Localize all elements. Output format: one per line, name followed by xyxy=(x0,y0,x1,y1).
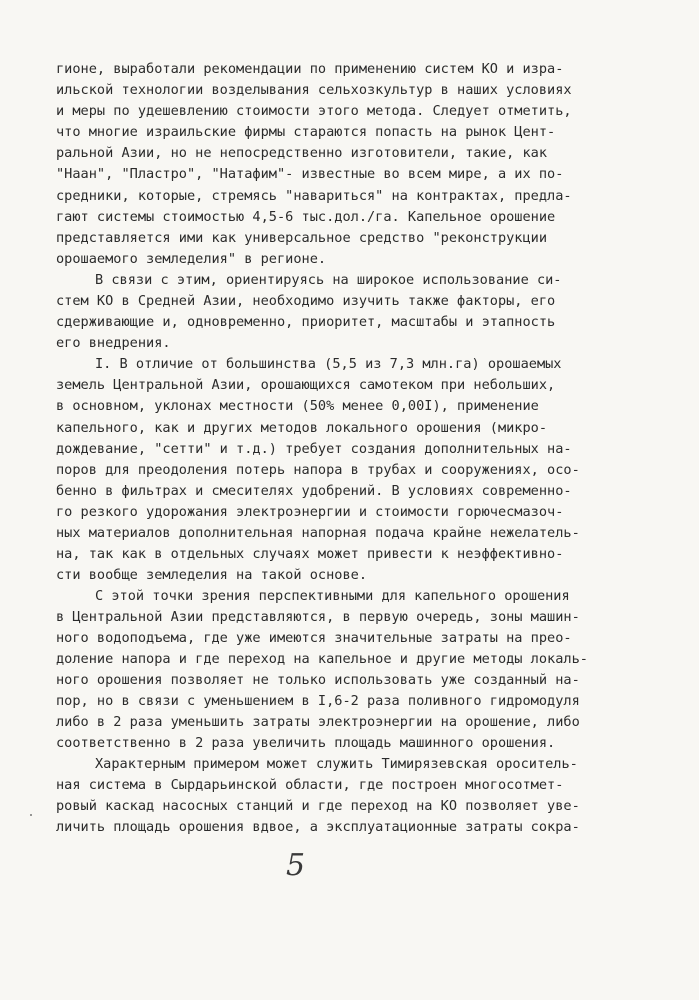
text-line: Характерным примером может служить Тимирязевская ороситель- xyxy=(95,756,578,772)
text-line: "Наан", "Пластро", "Натафим"- известные во всем мире, а их по- xyxy=(56,166,564,182)
text-line: С этой точки зрения перспективными для капельного орошения xyxy=(95,588,570,604)
text-line: на, так как в отдельных случаях может привести к неэффективно- xyxy=(56,546,564,562)
text-line: ровый каскад насосных станций и где переход на КО позволяет уве- xyxy=(56,798,580,814)
text-line: бенно в фильтрах и смесителях удобрений. В условиях современно- xyxy=(56,483,572,499)
text-line: ного водоподъема, где уже имеются значительные затраты на прео- xyxy=(56,630,572,646)
text-line: доление напора и где переход на капельное и другие методы локаль- xyxy=(56,651,588,667)
text-line: ильской технологии возделывания сельхозкультур в наших условиях xyxy=(56,82,572,98)
text-line: личить площадь орошения вдвое, а эксплуатационные затраты сокра- xyxy=(56,819,580,835)
text-line: средники, которые, стремясь "навариться" на контрактах, предла- xyxy=(56,188,572,204)
text-line: что многие израильские фирмы стараются попасть на рынок Цент- xyxy=(56,124,556,140)
text-line: пор, но в связи с уменьшением в I,6-2 раза поливного гидромодуля xyxy=(56,693,580,709)
text-line: В связи с этим, ориентируясь на широкое использование си- xyxy=(95,272,562,288)
text-line: в Центральной Азии представляются, в первую очередь, зоны машин- xyxy=(56,609,580,625)
text-line: ного орошения позволяет не только использовать уже созданный на- xyxy=(56,672,580,688)
text-line: представляется ими как универсальное средство "реконструкции xyxy=(56,230,548,246)
text-line: в основном, уклонах местности (50% менее 0,00I), применение xyxy=(56,398,539,414)
text-line: либо в 2 раза уменьшить затраты электроэнергии на орошение, либо xyxy=(56,714,580,730)
text-line: стем КО в Средней Азии, необходимо изучить также факторы, его xyxy=(56,293,556,309)
text-line: сдерживающие и, одновременно, приоритет, масштабы и этапность xyxy=(56,314,556,330)
text-line: орошаемого земледелия" в регионе. xyxy=(56,251,327,267)
text-line: гионе, выработали рекомендации по применению систем КО и изра- xyxy=(56,61,564,77)
text-line: ных материалов дополнительная напорная подача крайне нежелатель- xyxy=(56,525,580,541)
text-line: земель Центральной Азии, орошающихся самотеком при небольших, xyxy=(56,377,556,393)
text-line: капельного, как и других методов локального орошения (микро- xyxy=(56,420,548,436)
page-number: 5 xyxy=(286,848,306,883)
text-line: ная система в Сырдарьинской области, где построен многосотмет- xyxy=(56,777,564,793)
text-line: и меры по удешевлению стоимости этого метода. Следует отметить, xyxy=(56,103,572,119)
text-line: го резкого удорожания электроэнергии и стоимости горючесмазоч- xyxy=(56,504,564,520)
text-line: соответственно в 2 раза увеличить площадь машинного орошения. xyxy=(56,735,556,751)
text-line: гают системы стоимостью 4,5-6 тыс.дол./га. Капельное орошение xyxy=(56,209,556,225)
scan-speck xyxy=(30,814,32,816)
text-line: дождевание, "сетти" и т.д.) требует создания дополнительных на- xyxy=(56,441,572,457)
text-line: его внедрения. xyxy=(56,335,171,351)
text-line: ральной Азии, но не непосредственно изготовители, такие, как xyxy=(56,145,548,161)
text-line: I. В отличие от большинства (5,5 из 7,3 млн.га) орошаемых xyxy=(95,356,562,372)
text-line: сти вообще земледелия на такой основе. xyxy=(56,567,367,583)
text-line: поров для преодоления потерь напора в трубах и сооружениях, осо- xyxy=(56,462,580,478)
